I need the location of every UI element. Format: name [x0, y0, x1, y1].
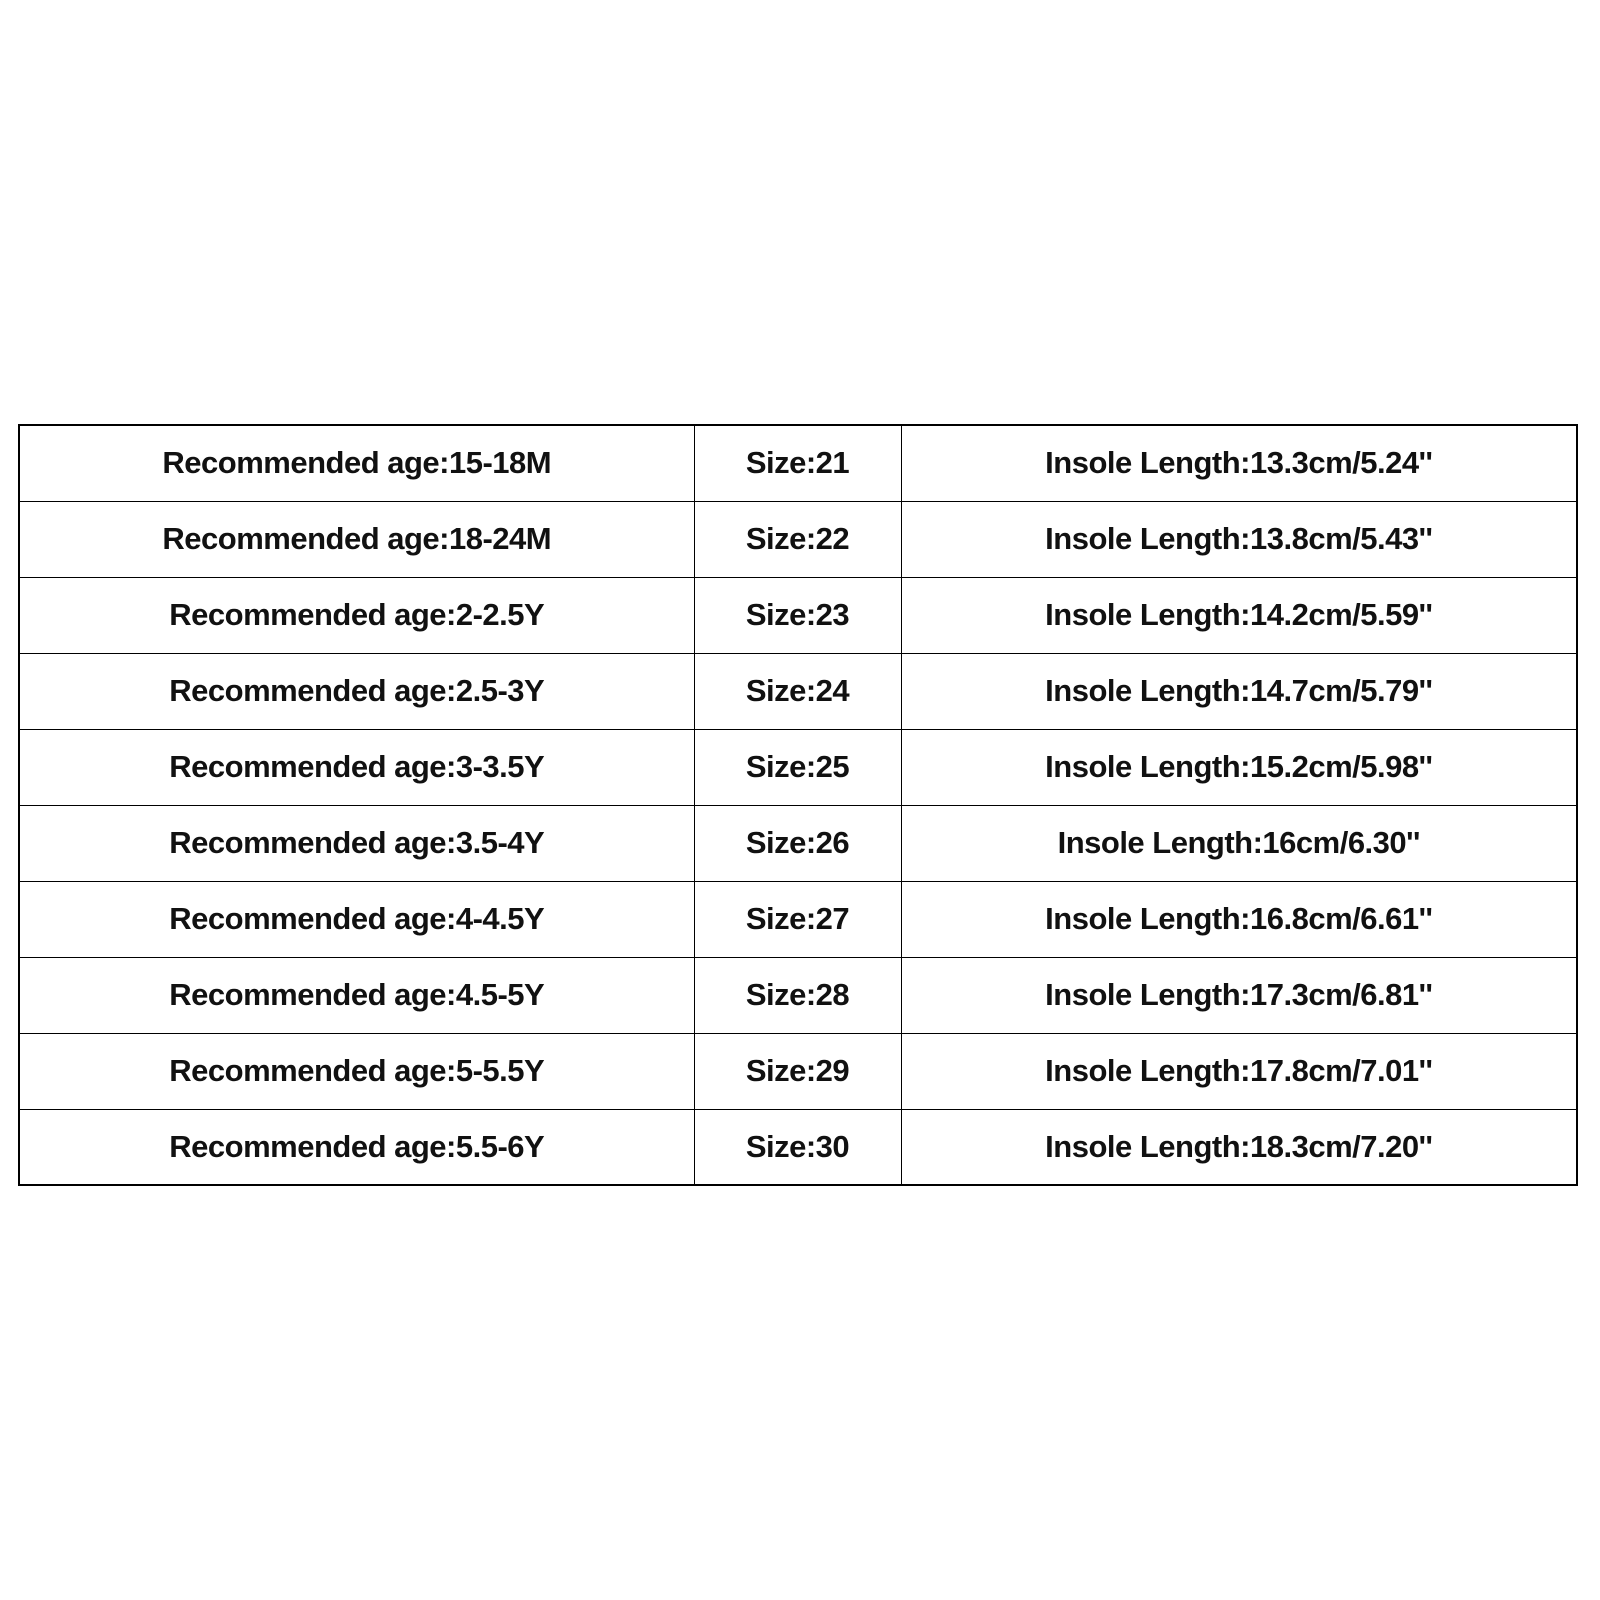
- insole-length-cell: Insole Length:17.3cm/6.81'': [901, 957, 1577, 1033]
- size-cell: Size:21: [694, 425, 901, 501]
- size-cell: Size:27: [694, 881, 901, 957]
- age-cell: Recommended age:4-4.5Y: [19, 881, 694, 957]
- insole-length-cell: Insole Length:16cm/6.30'': [901, 805, 1577, 881]
- age-cell: Recommended age:2.5-3Y: [19, 653, 694, 729]
- age-cell: Recommended age:5-5.5Y: [19, 1033, 694, 1109]
- table-row: [19, 425, 1577, 501]
- age-cell: Recommended age:3.5-4Y: [19, 805, 694, 881]
- table-row: [19, 1109, 1577, 1185]
- table-row: [19, 805, 1577, 881]
- insole-length-cell: Insole Length:18.3cm/7.20'': [901, 1109, 1577, 1185]
- insole-length-cell: Insole Length:14.2cm/5.59'': [901, 577, 1577, 653]
- age-cell: Recommended age:15-18M: [19, 425, 694, 501]
- table-row: [19, 957, 1577, 1033]
- size-cell: Size:28: [694, 957, 901, 1033]
- size-chart-body: [19, 425, 1577, 1185]
- table-row: [19, 501, 1577, 577]
- size-cell: Size:26: [694, 805, 901, 881]
- age-cell: Recommended age:18-24M: [19, 501, 694, 577]
- age-cell: Recommended age:4.5-5Y: [19, 957, 694, 1033]
- table-row: [19, 881, 1577, 957]
- insole-length-cell: Insole Length:14.7cm/5.79'': [901, 653, 1577, 729]
- insole-length-cell: Insole Length:13.8cm/5.43'': [901, 501, 1577, 577]
- table-row: [19, 1033, 1577, 1109]
- table-row: [19, 653, 1577, 729]
- size-chart-table: [18, 424, 1578, 1186]
- insole-length-cell: Insole Length:15.2cm/5.98'': [901, 729, 1577, 805]
- size-cell: Size:29: [694, 1033, 901, 1109]
- insole-length-cell: Insole Length:13.3cm/5.24'': [901, 425, 1577, 501]
- age-cell: Recommended age:5.5-6Y: [19, 1109, 694, 1185]
- age-cell: Recommended age:2-2.5Y: [19, 577, 694, 653]
- size-cell: Size:23: [694, 577, 901, 653]
- table-row: [19, 729, 1577, 805]
- size-cell: Size:30: [694, 1109, 901, 1185]
- table-row: [19, 577, 1577, 653]
- insole-length-cell: Insole Length:16.8cm/6.61'': [901, 881, 1577, 957]
- insole-length-cell: Insole Length:17.8cm/7.01'': [901, 1033, 1577, 1109]
- size-cell: Size:24: [694, 653, 901, 729]
- size-cell: Size:25: [694, 729, 901, 805]
- size-cell: Size:22: [694, 501, 901, 577]
- age-cell: Recommended age:3-3.5Y: [19, 729, 694, 805]
